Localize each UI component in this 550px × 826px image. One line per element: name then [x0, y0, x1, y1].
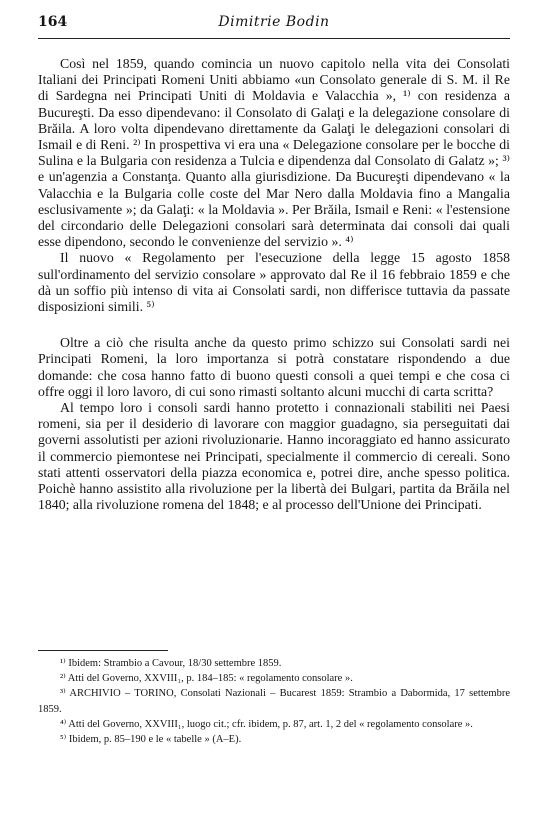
footnote: ⁵⁾ Ibidem, p. 85–190 e le « tabelle » (A–E). — [60, 734, 242, 746]
footnote: ³⁾ ARCHIVIO – TORINO, Consolati Nazionali – Bucarest 1859: Strambio a Dabormida, 17 settembre 1859. — [38, 688, 510, 715]
page-header — [38, 14, 510, 36]
paragraph: Il nuovo « Regolamento per l'esecuzione della legge 15 agosto 1858 sull'ordinamento del servizio consolare » approvato dal Re il 16 febbraio 1859 e che dà un soffio più intenso di vita ai Consolati sardi, non differisce tuttavia da passate disposizioni simili. ⁵⁾ — [38, 250, 510, 315]
main-text — [38, 56, 510, 513]
footnote-rule — [38, 650, 168, 651]
paragraph: Oltre a ciò che risulta anche da questo primo schizzo sui Consolati sardi nei Principati Romeni, la loro importanza si potrà constatare rispondendo a due domande: che cosa hanno fatto di buono questi consoli a quei tempi e che cosa ci offre oggi il loro lavoro, di cui sono rimasti soltanto alcuni mucchi di carta scritta? — [38, 335, 510, 399]
footnote: ²⁾ Atti del Governo, XXVIII₁, p. 184–185: « regolamento consolare ». — [60, 673, 353, 685]
page-number: 164 — [38, 14, 68, 30]
footnote: ¹⁾ Ibidem: Strambio a Cavour, 18/30 settembre 1859. — [60, 658, 282, 669]
header-rule — [38, 38, 510, 39]
paragraph: Così nel 1859, quando comincia un nuovo capitolo nella vita dei Consolati Italiani dei Principati Romeni Uniti abbiamo «un Consolato generale di S. M. il Re di Sardegna nei Principati Uniti di Moldavia e Valacchia », ¹⁾ con residenza a Bucureşti. Da esso dipendevano: il Consolato di Galaţi e la delegazione consolare di Brăila. A loro volta dipendevano direttamente da Galaţi le delegazioni consolari di Ismail e di Reni. ²⁾ In prospettiva vi era una « Delegazione consolare per le bocche di Sulina e la Bulgaria con residenza a Tulcia e dipendenza dal Consolato di Galatz »; ³⁾ e un'agenzia a Constanţa. Quanto alla giurisdizione. Da Bucureşti dipendevano « la Valacchia e la Bulgaria colle coste del Mar Nero dalla Moldavia fino a Mangalia esclusivamente »; da Galaţi: « la Moldavia ». Per Brăila, Ismail e Reni: « l'estensione del circondario delle Delegazioni consolari sarà determinata dai consoli dai quali esse dipendono, secondo le convenienze del servizio ». ⁴⁾ — [38, 56, 510, 250]
running-head: Dimitrie Bodin — [218, 14, 330, 30]
paragraph: Al tempo loro i consoli sardi hanno protetto i connazionali stabiliti nei Paesi romeni, sia per il desiderio di lavorare con maggior guadagno, sia perseguitati dai governi assolutisti per azioni rivoluzionarie. Hanno incoraggiato ed hanno assicurato il commercio piemontese nei Principati, specialmente il commercio di cereali. Sono stati attenti osservatori della piazza economica e, potrei dire, anche spesso politica. Poichè hanno assistito alla rivoluzione per la libertà dei Bulgari, partita da Brăila nel 1840; alla rivoluzione romena del 1848; e al processo dell'Unione dei Principati. — [38, 400, 510, 513]
footnote: ⁴⁾ Atti del Governo, XXVIII₁, luogo cit.; cfr. ibidem, p. 87, art. 1, 2 del « regolamento consolare ». — [60, 718, 473, 730]
footnotes — [38, 656, 510, 747]
section-gap — [38, 315, 510, 335]
